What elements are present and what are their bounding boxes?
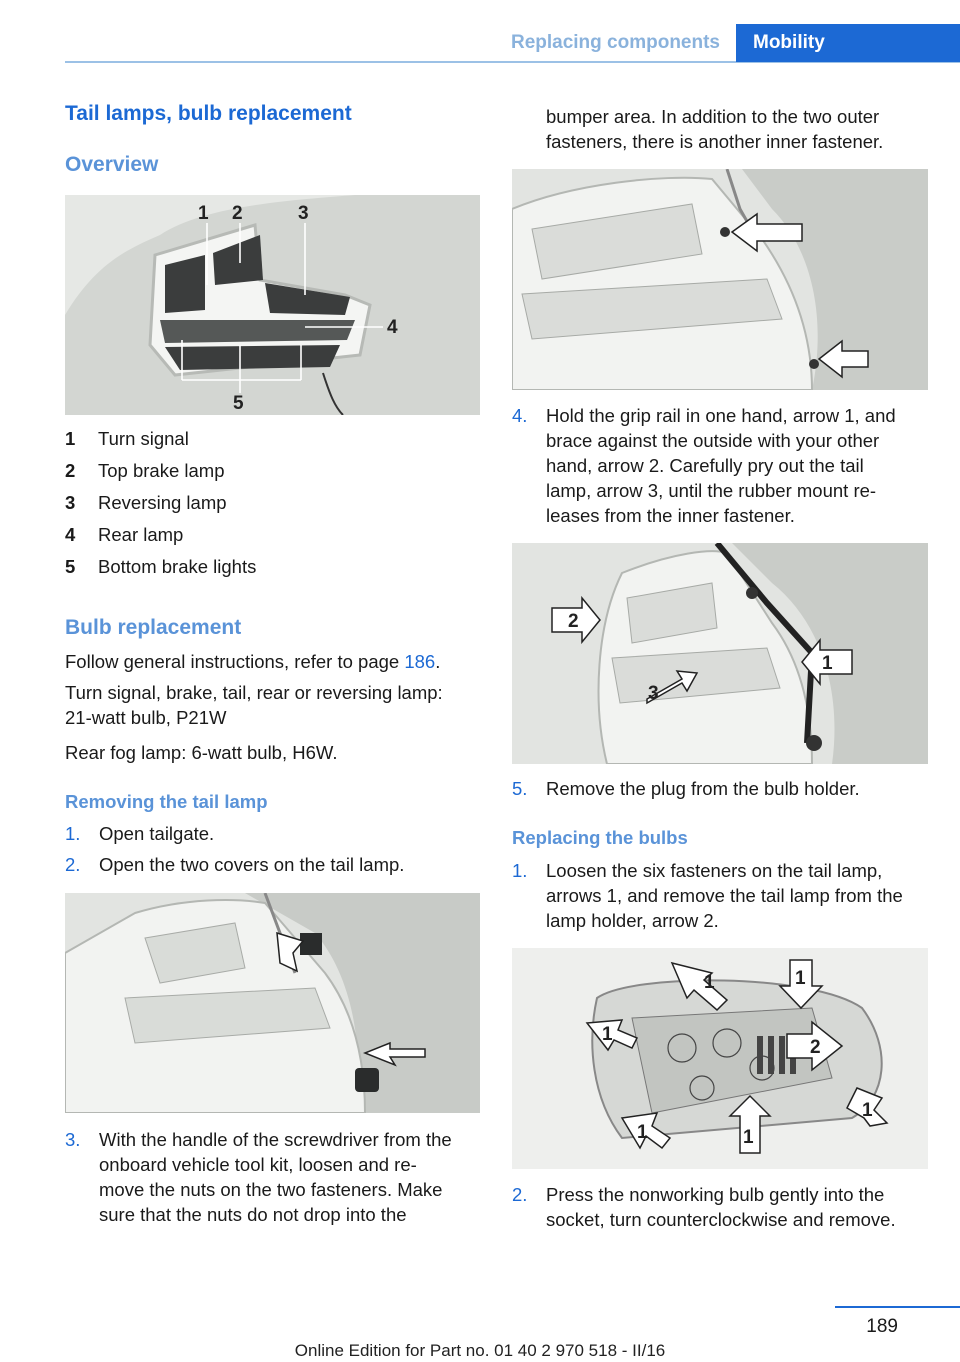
holder-label-1a: 1	[704, 972, 715, 993]
follow-instructions-text: Follow general instructions, refer to page 186.	[65, 651, 441, 672]
inner-fastener-figure	[512, 169, 928, 390]
header-chapter-tab: Mobility	[736, 24, 960, 62]
pry-label-3: 3	[648, 683, 659, 704]
pry-label-2: 2	[568, 611, 579, 632]
step3-continuation: bumper area. In addition to the two outer fasteners, there is another inner fastener.	[546, 106, 884, 152]
fig1-label-1: 1	[198, 203, 209, 224]
fig1-label-3: 3	[298, 203, 309, 224]
holder-label-1e: 1	[637, 1122, 648, 1143]
footer-rule	[835, 1306, 960, 1308]
replacing-bulbs-heading: Replacing the bulbs	[512, 827, 688, 848]
page-title: Tail lamps, bulb replacement	[65, 102, 352, 125]
turn-signal-bulb-line1: Turn signal, brake, tail, rear or reversing lamp:	[65, 682, 443, 703]
holder-label-1b: 1	[795, 968, 806, 989]
tail-lamp-covers-figure	[65, 893, 480, 1113]
header-section-title: Replacing components	[510, 32, 720, 53]
pry-out-tail-lamp-figure	[512, 543, 928, 764]
turn-signal-bulb-line2: 21-watt bulb, P21W	[65, 707, 227, 728]
fig1-label-4: 4	[387, 317, 398, 338]
lamp-holder-fasteners-figure	[512, 948, 928, 1169]
tail-lamp-overview-figure	[65, 195, 480, 415]
page-number: 189	[866, 1316, 898, 1337]
fig1-label-5: 5	[233, 393, 244, 414]
page-ref-link[interactable]: 186	[404, 651, 436, 672]
pry-label-1: 1	[822, 653, 833, 674]
holder-label-1f: 1	[743, 1127, 754, 1148]
holder-label-1d: 1	[862, 1100, 873, 1121]
removing-tail-lamp-heading: Removing the tail lamp	[65, 791, 268, 812]
holder-label-1c: 1	[602, 1024, 613, 1045]
fig1-label-2: 2	[232, 203, 243, 224]
fog-lamp-bulb-text: Rear fog lamp: 6-watt bulb, H6W.	[65, 742, 338, 763]
holder-label-2: 2	[810, 1037, 821, 1058]
overview-heading: Overview	[65, 153, 159, 176]
bulb-replacement-heading: Bulb replacement	[65, 616, 242, 639]
edition-footer: Online Edition for Part no. 01 40 2 970 518 - II/16	[294, 1341, 666, 1360]
